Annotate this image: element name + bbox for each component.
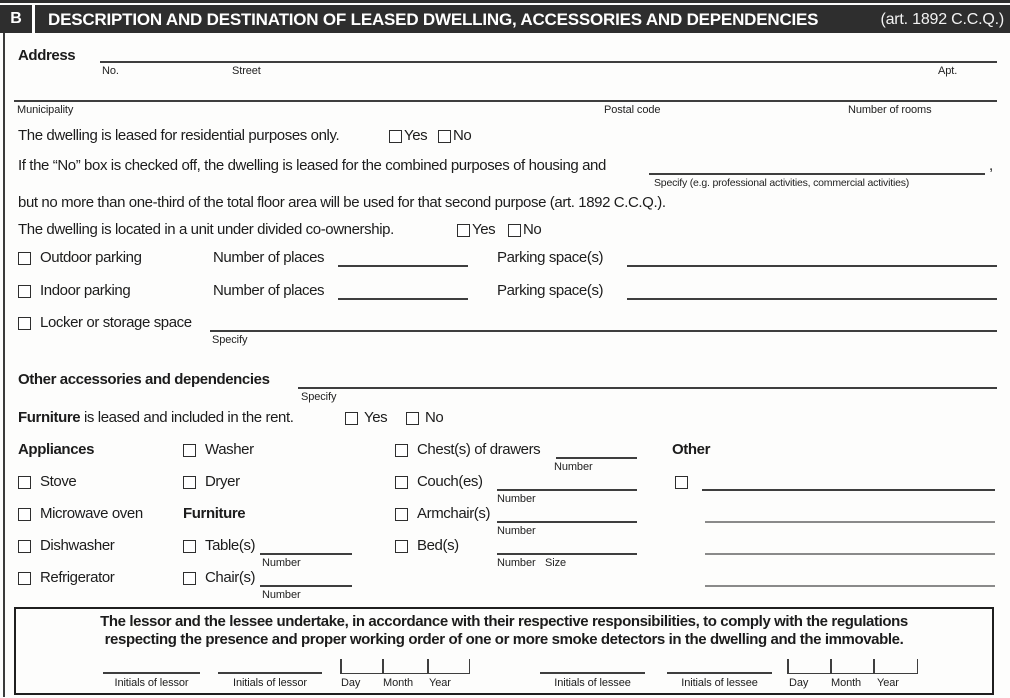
- date-tick: [787, 659, 789, 673]
- dryer-label: Dryer: [205, 473, 240, 490]
- address-apt-label: Apt.: [938, 65, 958, 77]
- couches-label: Couch(es): [417, 473, 483, 490]
- date-tick: [830, 659, 832, 673]
- chests-number-label: Number: [554, 461, 593, 473]
- lessee-initials-label-2: Initials of lessee: [681, 677, 758, 689]
- coownership-yes-checkbox[interactable]: [457, 224, 470, 237]
- residential-yes-label: Yes: [404, 127, 428, 144]
- coownership-sentence: The dwelling is located in a unit under divided co-ownership.: [18, 221, 394, 238]
- beds-label: Bed(s): [417, 537, 459, 554]
- armchairs-number-input[interactable]: [497, 521, 637, 523]
- residential-sentence: The dwelling is leased for residential purposes only.: [18, 127, 340, 144]
- smoke-clause-line2: respecting the presence and proper working order of one or more smoke detectors in the dwelling and the immovable.: [104, 631, 904, 648]
- section-header-divider: [32, 5, 35, 33]
- coownership-no-checkbox[interactable]: [508, 224, 521, 237]
- address-line2-input[interactable]: [14, 100, 997, 102]
- residential-no-label: No: [453, 127, 472, 144]
- armchairs-label: Armchair(s): [417, 505, 491, 522]
- lessor-initials-label-1: Initials of lessor: [114, 677, 189, 689]
- other-accessories-label: Other accessories and dependencies: [18, 371, 270, 388]
- section-letter: B: [10, 10, 22, 27]
- municipality-label: Municipality: [17, 104, 74, 116]
- tables-label: Table(s): [205, 537, 256, 554]
- lessee-initials-input-2[interactable]: [667, 672, 772, 674]
- furniture-no-checkbox[interactable]: [406, 412, 419, 425]
- couches-number-input[interactable]: [497, 489, 637, 491]
- tables-number-input[interactable]: [260, 553, 352, 555]
- other-item-input-3[interactable]: [705, 553, 995, 555]
- lessee-date-field[interactable]: [787, 659, 918, 674]
- lessee-initials-input-1[interactable]: [540, 672, 645, 674]
- locker-checkbox[interactable]: [18, 317, 31, 330]
- address-street-label: Street: [232, 65, 261, 77]
- chairs-number-input[interactable]: [260, 585, 352, 587]
- residential-no-checkbox[interactable]: [438, 130, 451, 143]
- chairs-number-label: Number: [262, 589, 301, 601]
- combined-specify-input[interactable]: [649, 173, 985, 175]
- stove-label: Stove: [40, 473, 77, 490]
- date-tick: [469, 659, 471, 673]
- chairs-checkbox[interactable]: [183, 572, 196, 585]
- lessor-day-label: Day: [341, 677, 361, 689]
- furniture-rent-rest: is leased and included in the rent.: [80, 409, 294, 426]
- outdoor-places-input[interactable]: [338, 265, 468, 267]
- lessor-month-label: Month: [383, 677, 414, 689]
- outdoor-spaces-label: Parking space(s): [497, 249, 604, 266]
- refrigerator-label: Refrigerator: [40, 569, 115, 586]
- washer-label: Washer: [205, 441, 254, 458]
- lessor-year-label: Year: [429, 677, 451, 689]
- date-tick: [917, 659, 919, 673]
- beds-size-label: Size: [545, 557, 566, 569]
- armchairs-checkbox[interactable]: [395, 508, 408, 521]
- locker-specify-input[interactable]: [210, 330, 997, 332]
- combined-sentence: If the “No” box is checked off, the dwelling is leased for the combined purposes of housing and: [18, 157, 606, 174]
- dishwasher-checkbox[interactable]: [18, 540, 31, 553]
- dishwasher-label: Dishwasher: [40, 537, 115, 554]
- locker-label: Locker or storage space: [40, 314, 192, 331]
- date-tick: [340, 659, 342, 673]
- beds-number-label: Number: [497, 557, 536, 569]
- date-tick: [873, 659, 875, 673]
- number-of-rooms-label: Number of rooms: [848, 104, 932, 116]
- lessor-initials-input-2[interactable]: [218, 672, 322, 674]
- other-item-checkbox[interactable]: [675, 476, 688, 489]
- lessee-day-label: Day: [789, 677, 809, 689]
- indoor-places-input[interactable]: [338, 298, 468, 300]
- beds-checkbox[interactable]: [395, 540, 408, 553]
- indoor-places-label: Number of places: [213, 282, 325, 299]
- smoke-clause-line1: The lessor and the lessee undertake, in accordance with their respective responsibilities, to comply with the regulations: [100, 613, 908, 630]
- outdoor-parking-checkbox[interactable]: [18, 252, 31, 265]
- tables-checkbox[interactable]: [183, 540, 196, 553]
- combined-continuation: but no more than one-third of the total floor area will be used for that second purpose (art. 1892 C.C.Q.).: [18, 194, 666, 211]
- microwave-checkbox[interactable]: [18, 508, 31, 521]
- indoor-parking-label: Indoor parking: [40, 282, 131, 299]
- section-title-article: (art. 1892 C.C.Q.): [880, 11, 1004, 28]
- combined-comma: ,: [989, 157, 993, 174]
- coownership-yes-label: Yes: [472, 221, 496, 238]
- combined-specify-hint: Specify (e.g. professional activities, commercial activities): [654, 177, 910, 189]
- indoor-spaces-input[interactable]: [627, 298, 997, 300]
- other-item-input-4[interactable]: [705, 585, 995, 587]
- furniture-yes-checkbox[interactable]: [345, 412, 358, 425]
- chests-label: Chest(s) of drawers: [417, 441, 541, 458]
- date-tick: [427, 659, 429, 673]
- couches-checkbox[interactable]: [395, 476, 408, 489]
- microwave-label: Microwave oven: [40, 505, 143, 522]
- outdoor-spaces-input[interactable]: [627, 265, 997, 267]
- furniture-no-label: No: [425, 409, 444, 426]
- furniture-rent-sentence: [18, 409, 294, 426]
- postal-code-label: Postal code: [604, 104, 661, 116]
- other-accessories-specify-hint: Specify: [301, 391, 337, 403]
- lessee-initials-label-1: Initials of lessee: [554, 677, 631, 689]
- washer-checkbox[interactable]: [183, 444, 196, 457]
- address-no-label: No.: [102, 65, 119, 77]
- other-item-input-2[interactable]: [705, 521, 995, 523]
- indoor-spaces-label: Parking space(s): [497, 282, 604, 299]
- lessor-initials-input-1[interactable]: [103, 672, 200, 674]
- residential-yes-checkbox[interactable]: [389, 130, 402, 143]
- outdoor-parking-label: Outdoor parking: [40, 249, 142, 266]
- date-tick: [382, 659, 384, 673]
- coownership-no-label: No: [523, 221, 542, 238]
- chests-checkbox[interactable]: [395, 444, 408, 457]
- beds-number-size-input[interactable]: [497, 553, 637, 555]
- address-label: Address: [18, 47, 76, 64]
- other-header: Other: [672, 441, 711, 458]
- dryer-checkbox[interactable]: [183, 476, 196, 489]
- page-top-rule: [0, 0, 1010, 3]
- page-left-border: [3, 33, 5, 697]
- armchairs-number-label: Number: [497, 525, 536, 537]
- lessee-year-label: Year: [877, 677, 899, 689]
- lessee-month-label: Month: [831, 677, 862, 689]
- address-line1-input[interactable]: [100, 61, 997, 63]
- couches-number-label: Number: [497, 493, 536, 505]
- indoor-parking-checkbox[interactable]: [18, 285, 31, 298]
- locker-specify-hint: Specify: [212, 334, 248, 346]
- outdoor-places-label: Number of places: [213, 249, 325, 266]
- lessor-initials-label-2: Initials of lessor: [232, 677, 307, 689]
- furniture-yes-label: Yes: [364, 409, 388, 426]
- chests-number-input[interactable]: [556, 457, 637, 459]
- other-accessories-input[interactable]: [298, 387, 997, 389]
- stove-checkbox[interactable]: [18, 476, 31, 489]
- chairs-label: Chair(s): [205, 569, 256, 586]
- appliances-header: Appliances: [18, 441, 95, 458]
- refrigerator-checkbox[interactable]: [18, 572, 31, 585]
- section-title: DESCRIPTION AND DESTINATION OF LEASED DWELLING, ACCESSORIES AND DEPENDENCIES: [48, 10, 819, 29]
- furniture-header: Furniture: [183, 505, 246, 522]
- tables-number-label: Number: [262, 557, 301, 569]
- furniture-rent-bold: Furniture: [18, 409, 81, 426]
- lessor-date-field[interactable]: [340, 659, 470, 674]
- other-item-input-1[interactable]: [702, 489, 995, 491]
